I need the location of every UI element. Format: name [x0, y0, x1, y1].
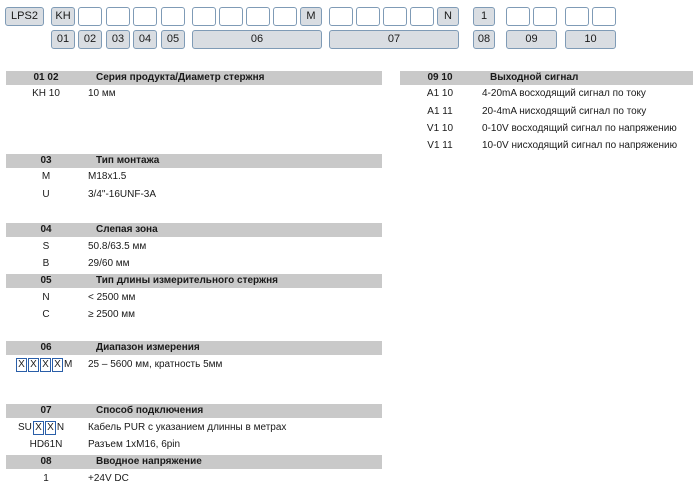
position-label: 03 — [106, 30, 130, 49]
placeholder-box: X — [16, 358, 27, 372]
position-label: 10 — [565, 30, 616, 49]
option-code: V1 11 — [427, 140, 453, 151]
option-desc: 10-0V нисходящий сигнал по напряжению — [482, 140, 678, 151]
cable-prefix: SU — [18, 422, 32, 433]
position-label: 05 — [161, 30, 185, 49]
code-kh: KH — [51, 7, 75, 26]
option-row — [6, 290, 382, 305]
code-slot-07a — [329, 7, 353, 26]
section-header-04 — [6, 223, 382, 237]
section-key: 04 — [40, 224, 52, 235]
option-row — [6, 187, 382, 202]
section-title: Серия продукта/Диаметр стержня — [96, 72, 265, 83]
position-label: 07 — [329, 30, 459, 49]
option-desc: M18x1.5 — [88, 171, 127, 182]
option-desc: 3/4"-16UNF-3A — [88, 189, 157, 200]
option-code: A1 11 — [427, 106, 453, 117]
code-slot-07d — [410, 7, 434, 26]
section-header-03 — [6, 154, 382, 168]
position-label: 04 — [133, 30, 157, 49]
option-row — [400, 86, 693, 101]
section-header-06 — [6, 341, 382, 355]
option-row — [6, 471, 382, 486]
option-desc: 25 – 5600 мм, кратность 5мм — [88, 359, 223, 370]
section-title: Способ подключения — [96, 405, 204, 416]
code-slot-03 — [106, 7, 130, 26]
option-row — [6, 256, 382, 271]
section-header-0102 — [6, 71, 382, 85]
option-desc: ≥ 2500 мм — [88, 309, 136, 320]
position-label: 08 — [473, 30, 495, 49]
option-code: S — [42, 241, 50, 252]
option-row — [6, 357, 382, 372]
section-title: Вводное напряжение — [96, 456, 202, 467]
option-code: B — [42, 258, 50, 269]
option-code: 1 — [43, 473, 49, 484]
cable-suffix: N — [56, 422, 65, 433]
option-row — [6, 239, 382, 254]
code-slot-04 — [133, 7, 157, 26]
section-key: 08 — [40, 456, 52, 467]
option-row — [6, 86, 382, 101]
range-code — [16, 357, 73, 372]
option-code: N — [42, 292, 50, 303]
option-desc: 0-10V восходящий сигнал по напряжению — [482, 123, 677, 134]
code-slot-05 — [161, 7, 185, 26]
section-key: 06 — [40, 342, 52, 353]
section-key: 09 10 — [427, 72, 453, 83]
option-desc: 29/60 мм — [88, 258, 130, 269]
section-title: Слепая зона — [96, 224, 158, 235]
option-code: KH 10 — [32, 88, 60, 99]
position-label: 02 — [78, 30, 102, 49]
code-slot-06b — [219, 7, 243, 26]
placeholder-box: X — [52, 358, 63, 372]
placeholder-box: X — [40, 358, 51, 372]
code-slot-02 — [78, 7, 102, 26]
option-desc: < 2500 мм — [88, 292, 136, 303]
code-m: M — [300, 7, 322, 26]
placeholder-box: X — [28, 358, 39, 372]
code-slot-10a — [565, 7, 589, 26]
range-suffix: M — [64, 359, 73, 370]
option-code: V1 10 — [426, 123, 454, 134]
code-slot-06c — [246, 7, 270, 26]
code-one: 1 — [473, 7, 495, 26]
option-code: A1 10 — [426, 88, 454, 99]
code-slot-06d — [273, 7, 297, 26]
option-row — [400, 138, 693, 153]
option-desc: Кабель PUR с указанием длинны в метрах — [88, 422, 287, 433]
section-title: Диапазон измерения — [96, 342, 200, 353]
section-title: Выходной сигнал — [490, 72, 579, 83]
option-code: C — [42, 309, 50, 320]
option-code: U — [42, 189, 50, 200]
option-row — [6, 420, 382, 435]
code-slot-06a — [192, 7, 216, 26]
option-row — [6, 169, 382, 184]
section-header-0910 — [400, 71, 693, 85]
option-desc: 4-20mA восходящий сигнал по току — [482, 88, 646, 99]
position-label: 01 — [51, 30, 75, 49]
section-key: 03 — [40, 155, 52, 166]
placeholder-box: X — [45, 421, 56, 435]
section-title: Тип монтажа — [96, 155, 160, 166]
section-header-08 — [6, 455, 382, 469]
option-desc: +24V DC — [88, 473, 129, 484]
option-desc: 50.8/63.5 мм — [88, 241, 147, 252]
option-row — [6, 307, 382, 322]
position-label: 09 — [506, 30, 557, 49]
position-label: 06 — [192, 30, 322, 49]
code-slot-10b — [592, 7, 616, 26]
option-code: HD61N — [29, 439, 63, 450]
section-key: 07 — [40, 405, 52, 416]
cable-code — [18, 420, 65, 435]
section-key: 01 02 — [33, 72, 59, 83]
section-title: Тип длины измерительного стержня — [96, 275, 278, 286]
code-prefix: LPS2 — [5, 7, 44, 26]
section-key: 05 — [40, 275, 52, 286]
option-row — [400, 104, 693, 119]
code-slot-09a — [506, 7, 530, 26]
option-desc: 20-4mA нисходящий сигнал по току — [482, 106, 647, 117]
option-desc: Разъем 1xM16, 6pin — [88, 439, 181, 450]
code-n: N — [437, 7, 459, 26]
code-slot-09b — [533, 7, 557, 26]
option-row — [400, 121, 693, 136]
option-row — [6, 437, 382, 452]
option-code: M — [41, 171, 51, 182]
code-slot-07b — [356, 7, 380, 26]
placeholder-box: X — [33, 421, 44, 435]
option-desc: 10 мм — [88, 88, 116, 99]
section-header-05 — [6, 274, 382, 288]
section-header-07 — [6, 404, 382, 418]
code-slot-07c — [383, 7, 407, 26]
